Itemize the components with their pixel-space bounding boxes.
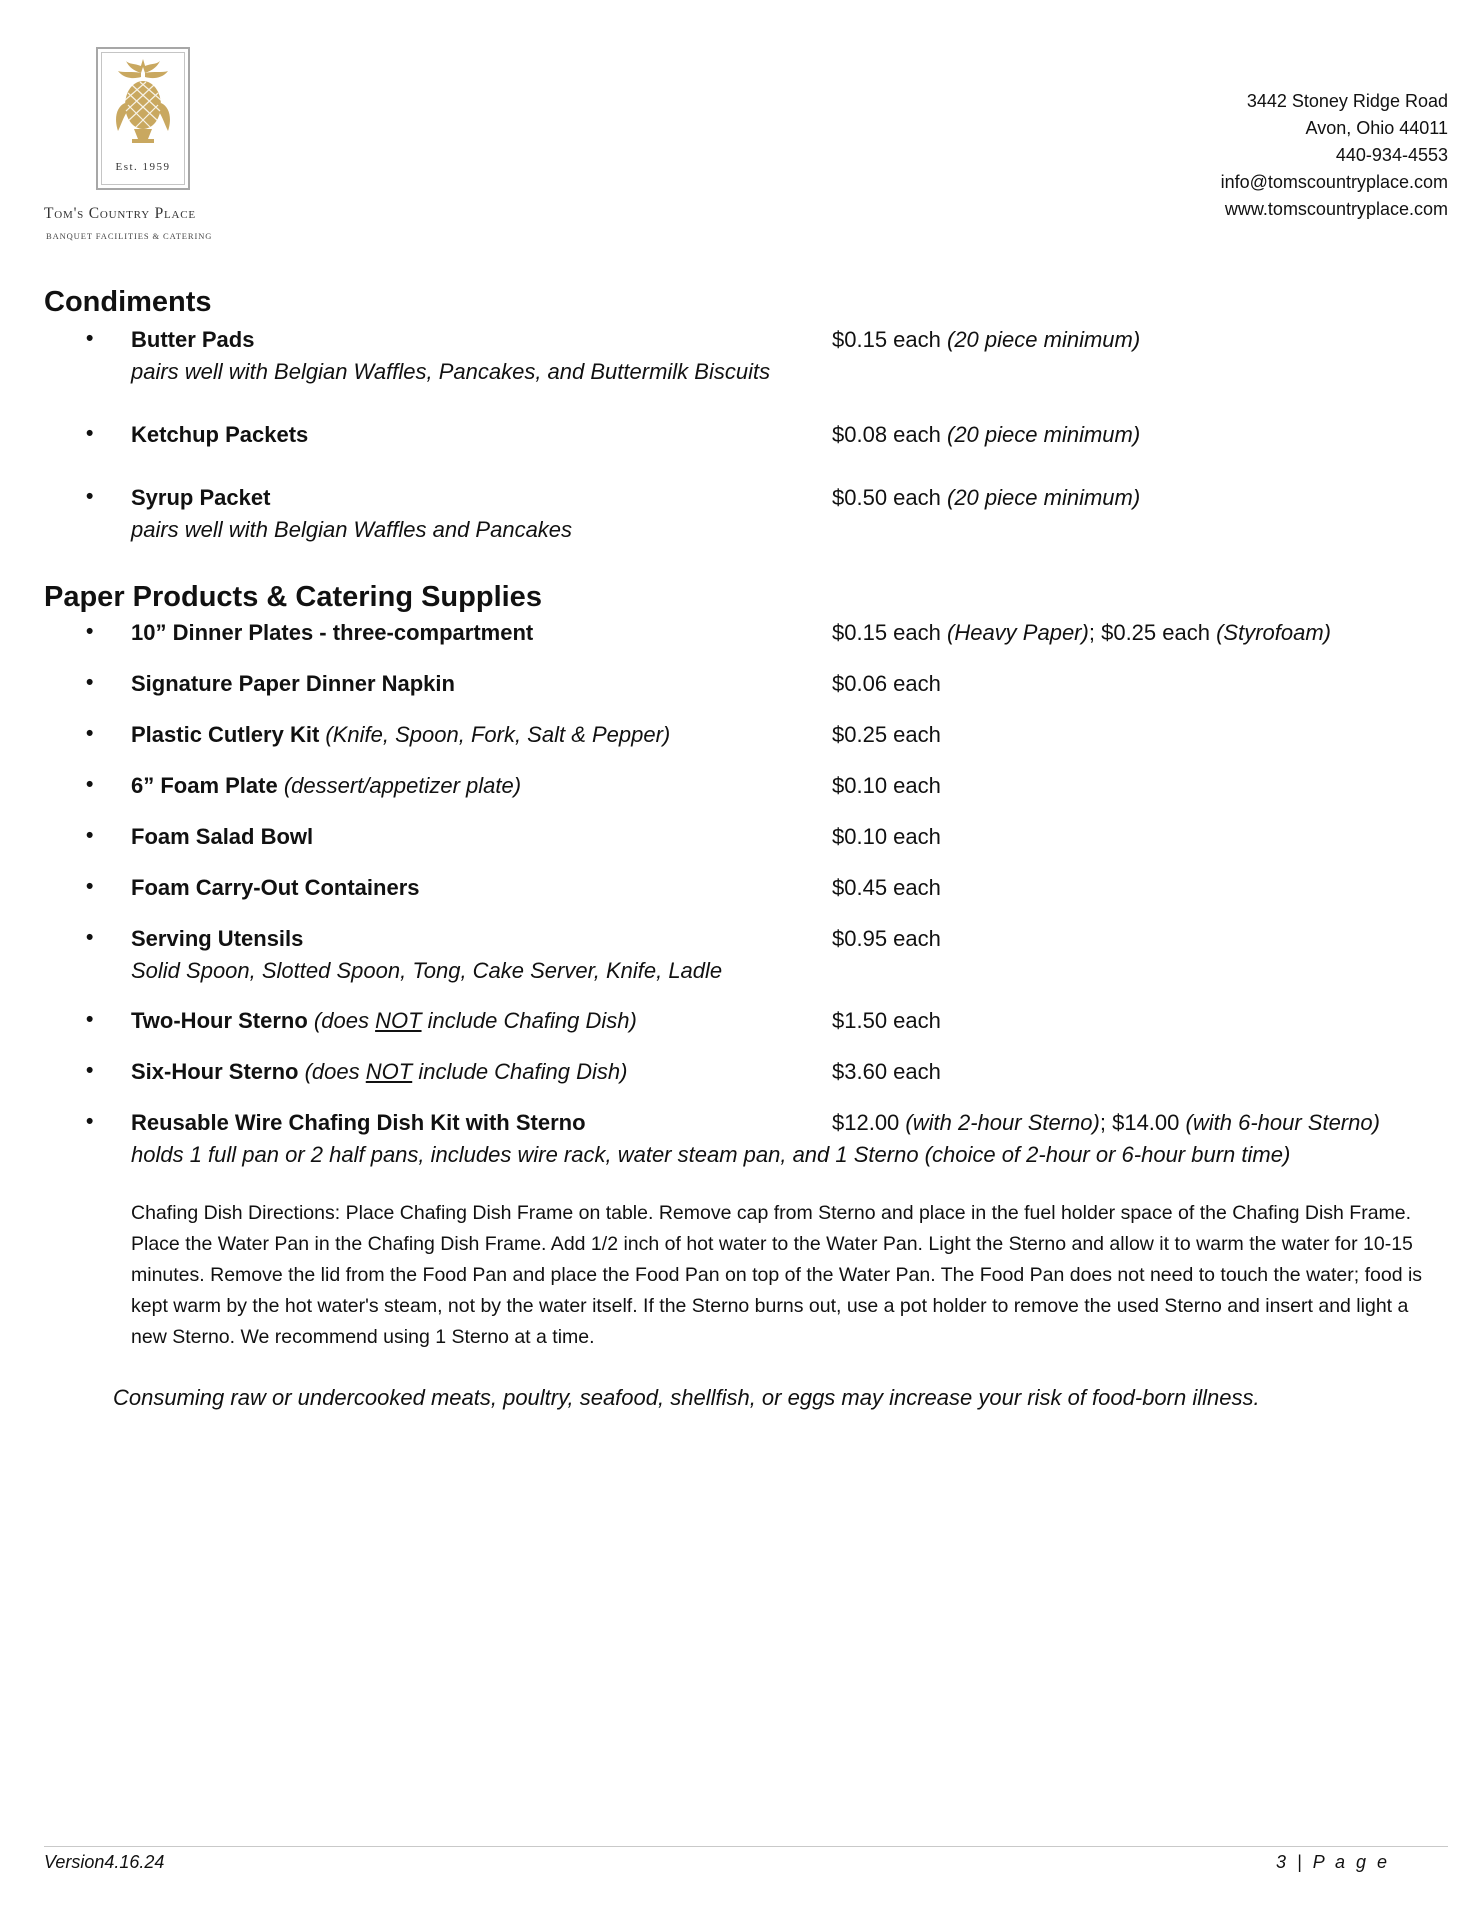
bullet-icon: • xyxy=(86,422,94,445)
item-price: $0.25 each xyxy=(832,722,941,747)
item-name: Butter Pads xyxy=(131,327,255,352)
item-note: pairs well with Belgian Waffles and Pancakes xyxy=(131,517,573,542)
item-name: Ketchup Packets xyxy=(131,422,309,447)
bullet-icon: • xyxy=(86,926,94,949)
item-price: $0.06 each xyxy=(832,671,941,696)
item-price: $0.10 each xyxy=(832,824,941,849)
item-price: $0.08 each xyxy=(832,422,941,447)
contact-phone: 440-934-4553 xyxy=(1335,145,1448,165)
item-name: Foam Carry-Out Containers xyxy=(131,875,420,900)
item-name: Six-Hour Sterno xyxy=(131,1059,299,1084)
item-price: $0.50 each xyxy=(832,485,941,510)
item-price: $0.95 each xyxy=(832,926,941,951)
item-note: holds 1 full pan or 2 half pans, includes wire rack, water steam pan, and 1 Sterno (choice of 2-hour or 6-hour burn time) xyxy=(131,1142,1291,1167)
version-label: Version4.16.24 xyxy=(44,1852,165,1872)
item-price-note: (20 piece minimum) xyxy=(947,485,1141,510)
chafing-dish-directions: Chafing Dish Directions: Place Chafing Dish Frame on table. Remove cap from Sterno and place in the fuel holder space of the Chafing Dish Frame. Place the Water Pan in the Chafing Dish Frame. Add 1/2 inch of hot water to the Water Pan. Light the Sterno and allow it to warm the water for 10-15 minutes. Remove the lid from the Food Pan and place the Food Pan on top of the Water Pan. The Food Pan does not need to touch the water; food is kept warm by the hot water's steam, not by the water itself. If the Sterno burns out, use a pot holder to remove the used Sterno and insert and light a new Sterno. We recommend using 1 Sterno at a time. xyxy=(131,1202,1423,1348)
item-name: Foam Salad Bowl xyxy=(131,824,314,849)
bullet-icon: • xyxy=(86,620,94,643)
item-price: $0.10 each xyxy=(832,773,941,798)
logo-tagline: BANQUET FACILITIES & CATERING xyxy=(46,231,213,241)
food-safety-warning: Consuming raw or undercooked meats, poultry, seafood, shellfish, or eggs may increase your risk of food-born illness. xyxy=(113,1385,1260,1410)
item-name: Syrup Packet xyxy=(131,485,271,510)
item-price-note: (20 piece minimum) xyxy=(947,422,1141,447)
item-price: $3.60 each xyxy=(832,1059,941,1084)
item-name: Serving Utensils xyxy=(131,926,304,951)
page-number: 3 | P a g e xyxy=(1276,1852,1391,1872)
item-name: 10” Dinner Plates - three-compartment xyxy=(131,620,534,645)
bullet-icon: • xyxy=(86,824,94,847)
item-price-note: (Styrofoam) xyxy=(1216,620,1332,645)
item-price: $0.15 each xyxy=(832,327,941,352)
item-price: $12.00 xyxy=(832,1110,900,1135)
contact-website[interactable]: www.tomscountryplace.com xyxy=(1224,199,1448,219)
bullet-icon: • xyxy=(86,327,94,350)
bullet-icon: • xyxy=(86,485,94,508)
bullet-icon: • xyxy=(86,1008,94,1031)
logo-company-name: Tom's Country Place xyxy=(44,205,196,222)
item-price-note: (Heavy Paper) xyxy=(947,620,1089,645)
item-note: Solid Spoon, Slotted Spoon, Tong, Cake Server, Knife, Ladle xyxy=(131,958,723,983)
item-price: $0.15 each xyxy=(832,620,941,645)
item-detail: (dessert/appetizer plate) xyxy=(283,773,522,798)
item-name: Two-Hour Sterno xyxy=(131,1008,308,1033)
item-price-alt: $14.00 xyxy=(1112,1110,1180,1135)
bullet-icon: • xyxy=(86,875,94,898)
logo-frame xyxy=(96,47,190,190)
contact-email[interactable]: info@tomscountryplace.com xyxy=(1220,172,1448,192)
item-price-note: (20 piece minimum) xyxy=(947,327,1141,352)
bullet-icon: • xyxy=(86,1059,94,1082)
bullet-icon: • xyxy=(86,1110,94,1133)
item-detail: (Knife, Spoon, Fork, Salt & Pepper) xyxy=(325,722,671,747)
item-price: $0.45 each xyxy=(832,875,941,900)
item-price: $1.50 each xyxy=(832,1008,941,1033)
contact-street: 3442 Stoney Ridge Road xyxy=(1246,91,1448,111)
paper-products-heading: Paper Products & Catering Supplies xyxy=(44,581,542,613)
condiments-heading: Condiments xyxy=(44,286,212,318)
pineapple-icon xyxy=(108,55,178,155)
contact-block xyxy=(1221,88,1448,223)
footer-divider xyxy=(44,1846,1448,1847)
item-detail: (does NOT include Chafing Dish) xyxy=(304,1059,628,1084)
bullet-icon: • xyxy=(86,773,94,796)
item-name: Plastic Cutlery Kit xyxy=(131,722,320,747)
item-name: Reusable Wire Chafing Dish Kit with Sterno xyxy=(131,1110,586,1135)
item-price-note: (with 6-hour Sterno) xyxy=(1185,1110,1380,1135)
item-name: 6” Foam Plate xyxy=(131,773,278,798)
bullet-icon: • xyxy=(86,671,94,694)
logo-established: Est. 1959 xyxy=(115,161,171,173)
item-note: pairs well with Belgian Waffles, Pancakes, and Buttermilk Biscuits xyxy=(131,359,771,384)
item-detail: (does NOT include Chafing Dish) xyxy=(313,1008,637,1033)
item-price-note: (with 2-hour Sterno) xyxy=(905,1110,1100,1135)
bullet-icon: • xyxy=(86,722,94,745)
item-name: Signature Paper Dinner Napkin xyxy=(131,671,455,696)
contact-city: Avon, Ohio 44011 xyxy=(1305,118,1448,138)
item-price-alt: $0.25 each xyxy=(1101,620,1210,645)
